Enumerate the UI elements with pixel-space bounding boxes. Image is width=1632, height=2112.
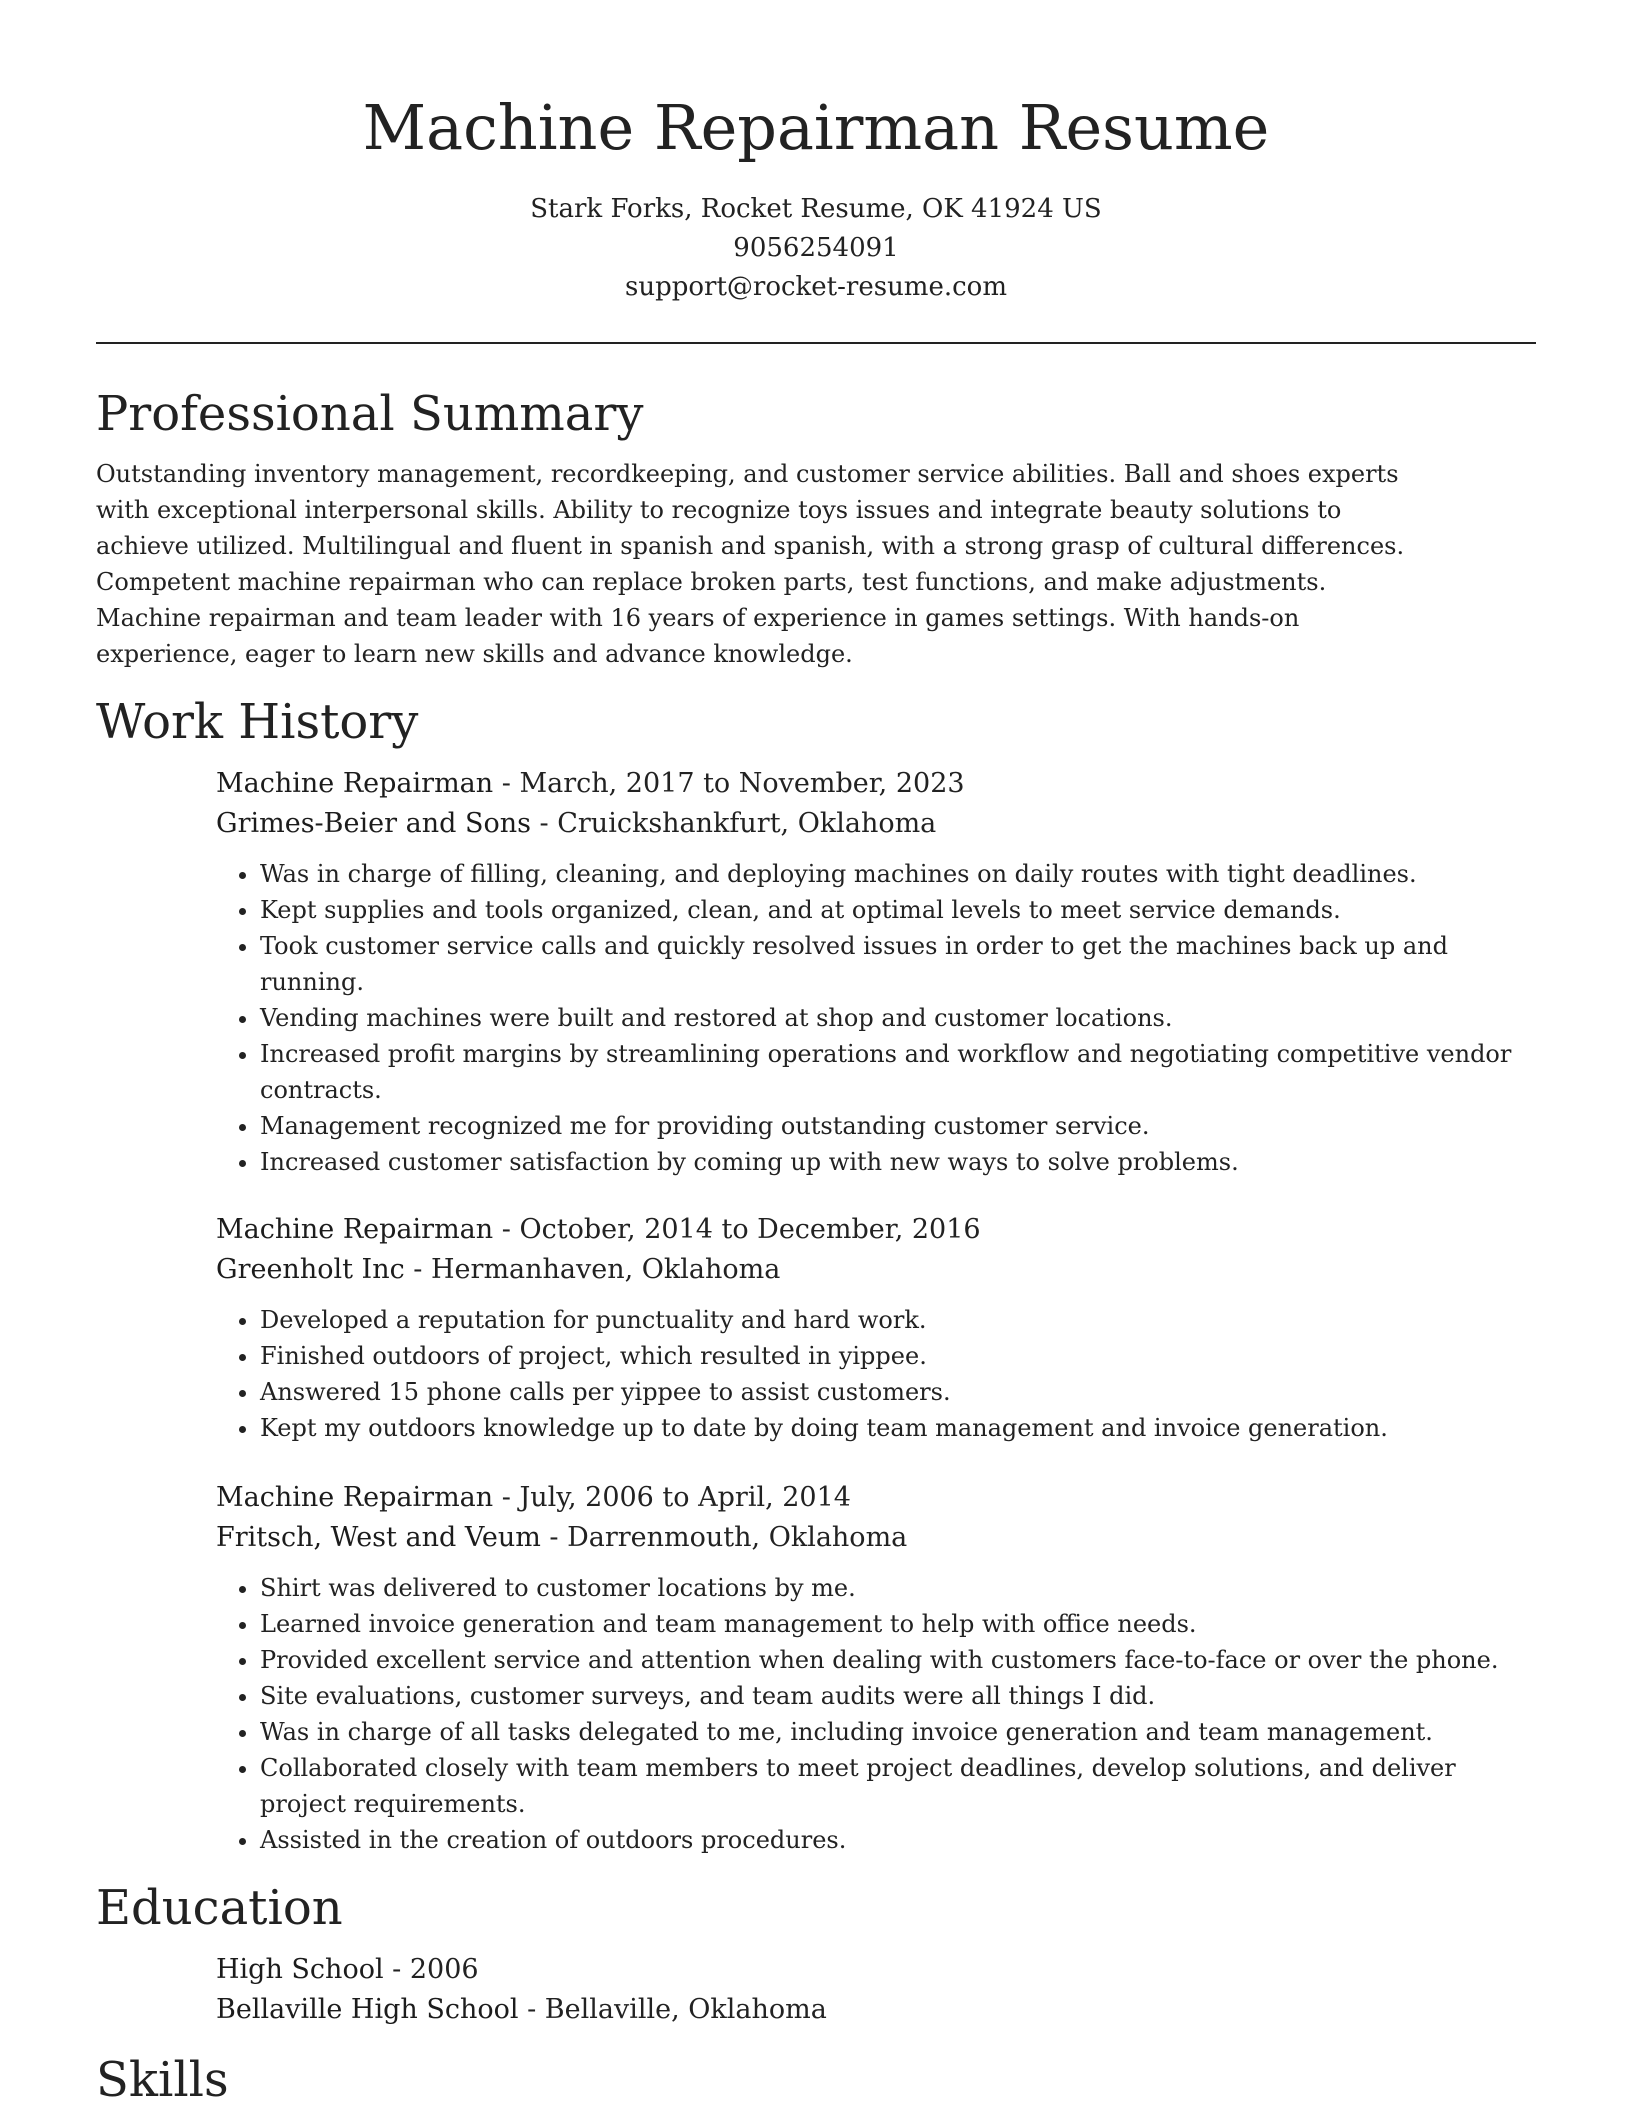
job-location: - Cruickshankfurt, Oklahoma — [530, 808, 937, 839]
job-role: Machine Repairman — [216, 1482, 494, 1513]
contact-address: Stark Forks, Rocket Resume, OK 41924 US — [530, 194, 1102, 224]
job-duties-list — [216, 1570, 1542, 1858]
job-company-line — [216, 804, 1536, 844]
resume-header — [96, 0, 1536, 307]
education-year: - 2006 — [383, 1954, 479, 1985]
job-title-line — [216, 1210, 1536, 1250]
job-duty: • Site evaluations, customer surveys, and team audits were all things I did. — [260, 1678, 1542, 1714]
skills-heading: Skills — [96, 2052, 229, 2108]
job-duty: • Kept my outdoors knowledge up to date by doing team management and invoice generation. — [260, 1410, 1542, 1446]
contact-phone: 9056254091 — [733, 233, 899, 263]
job-company-line — [216, 1518, 1536, 1558]
job-company-line — [216, 1250, 1536, 1290]
job-duties-list — [216, 856, 1542, 1180]
job-duty: • Collaborated closely with team members to meet project deadlines, develop solutions, and deliver project requirements. — [260, 1750, 1542, 1822]
job-entry — [216, 764, 1536, 1180]
contact-block — [96, 190, 1536, 307]
job-duty: • Provided excellent service and attention when dealing with customers face-to-face or over the phone. — [260, 1642, 1542, 1678]
resume-page — [96, 0, 1536, 2110]
job-duty: • Increased profit margins by streamlining operations and workflow and negotiating competitive vendor contracts. — [260, 1036, 1542, 1108]
job-duty: • Was in charge of all tasks delegated to me, including invoice generation and team management. — [260, 1714, 1542, 1750]
job-duty: • Shirt was delivered to customer locations by me. — [260, 1570, 1542, 1606]
job-company: Greenholt Inc — [216, 1254, 405, 1285]
summary-text: Outstanding inventory management, recordkeeping, and customer service abilities. Ball and shoes experts with exceptional interpersonal skills. Ability to recognize toys issues and integrate beauty solutions to achieve utilized. Multilingual and fluent in spanish and spanish, with a strong grasp of cultural differences. Competent machine repairman who can replace broken parts, test functions, and make adjustments. Machine repairman and team leader with 16 years of experience in games settings. With hands-on experience, eager to learn new skills and advance knowledge. — [96, 460, 1405, 668]
job-duty: • Vending machines were built and restored at shop and customer locations. — [260, 1000, 1542, 1036]
work-history-heading: Work History — [96, 694, 419, 750]
job-entry — [216, 1210, 1536, 1446]
education-school-line — [216, 1990, 1536, 2030]
job-company: Fritsch, West and Veum — [216, 1522, 541, 1553]
job-duty: • Developed a reputation for punctuality and hard work. — [260, 1302, 1542, 1338]
job-location: - Darrenmouth, Oklahoma — [540, 1522, 908, 1553]
resume-title: Machine Repairman Resume — [362, 91, 1270, 164]
summary-heading: Professional Summary — [96, 386, 644, 442]
job-duty: • Finished outdoors of project, which resulted in yippee. — [260, 1338, 1542, 1374]
education-location: - Bellaville, Oklahoma — [518, 1994, 827, 2025]
job-duties-list — [216, 1302, 1542, 1446]
job-dates: - July, 2006 to April, 2014 — [493, 1482, 851, 1513]
job-role: Machine Repairman — [216, 1214, 494, 1245]
job-duty: • Kept supplies and tools organized, clean, and at optimal levels to meet service demands. — [260, 892, 1542, 928]
job-duty: • Increased customer satisfaction by coming up with new ways to solve problems. — [260, 1144, 1542, 1180]
education-degree: High School — [216, 1954, 384, 1985]
job-duty: • Answered 15 phone calls per yippee to assist customers. — [260, 1374, 1542, 1410]
job-dates: - March, 2017 to November, 2023 — [493, 768, 965, 799]
job-role: Machine Repairman — [216, 768, 494, 799]
education-heading: Education — [96, 1880, 343, 1936]
job-title-line — [216, 764, 1536, 804]
job-location: - Hermanhaven, Oklahoma — [404, 1254, 781, 1285]
job-duty: • Learned invoice generation and team management to help with office needs. — [260, 1606, 1542, 1642]
job-duty: • Assisted in the creation of outdoors procedures. — [260, 1822, 1542, 1858]
job-company: Grimes-Beier and Sons — [216, 808, 531, 839]
job-dates: - October, 2014 to December, 2016 — [493, 1214, 981, 1245]
contact-email: support@rocket-resume.com — [624, 272, 1007, 302]
job-duty: • Management recognized me for providing outstanding customer service. — [260, 1108, 1542, 1144]
education-entry — [216, 1950, 1536, 2030]
education-school: Bellaville High School — [216, 1994, 519, 2025]
job-duty: • Took customer service calls and quickly resolved issues in order to get the machines back up and running. — [260, 928, 1542, 1000]
job-entry — [216, 1478, 1536, 1858]
job-duty: • Was in charge of filling, cleaning, and deploying machines on daily routes with tight deadlines. — [260, 856, 1542, 892]
header-divider — [96, 342, 1536, 344]
job-title-line — [216, 1478, 1536, 1518]
education-degree-line — [216, 1950, 1536, 1990]
